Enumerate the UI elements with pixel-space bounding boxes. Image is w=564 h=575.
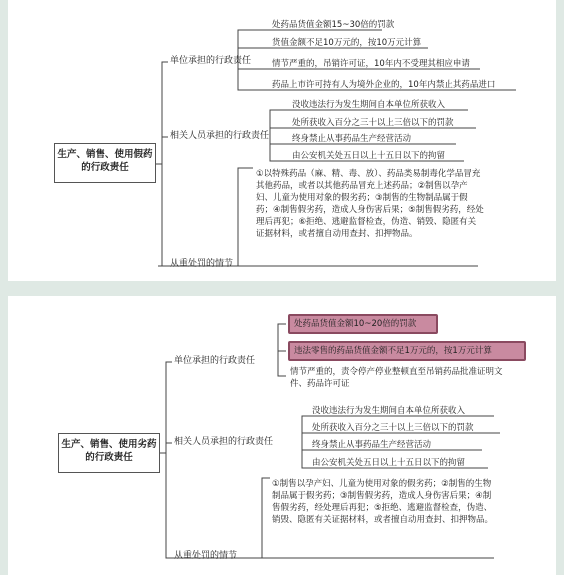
leaf-aggravating-list: ①以特殊药品（麻、精、毒、放）、药品类易制毒化学品冒充其他药品，或者以其他药品冒充上述药品；②制售以孕产妇、儿童为使用对象的假劣药；③制售的生物制品属于假药；④制售假劣药，造成人身伤害后果；⑤制售假劣药，经处理后再犯；⑥拒绝、逃避监督检查，伪造、销毁、隐匿有关证据材料，或者擅自动用查封、扣押物品。 [256, 169, 484, 239]
leaf-import-ban: 药品上市许可持有人为境外企业的，10年内禁止其药品进口 [272, 80, 496, 90]
leaf-income-fine: 处所获收入百分之三十以上三倍以下的罚款 [292, 118, 454, 128]
branch-unit-liability: 单位承担的行政责任 [170, 56, 252, 66]
leaf-aggravating-list: ①制售以孕产妇、儿童为使用对象的假劣药；②制售的生物制品属于假劣药；③制售假劣药，造成人身伤害后果；④制售假劣药，经处理后再犯；⑤拒绝、逃避监督检查，伪造、销毁、隐匿有关证据材料，或者擅自动用查封、扣押物品。 [272, 479, 494, 525]
leaf-revoke-license: 情节严重的，吊销许可证，10年内不受理其相应申请 [272, 59, 470, 69]
root-node: 生产、销售、使用假药的行政责任 [54, 143, 156, 183]
leaf-confiscate-income: 没收违法行为发生期间自本单位所获收入 [292, 100, 446, 110]
leaf-income-fine: 处所获收入百分之三十以上三倍以下的罚款 [312, 423, 474, 433]
branch-aggravating-circumstances: 从重处罚的情节 [170, 259, 234, 269]
branch-unit-liability: 单位承担的行政责任 [174, 356, 256, 366]
root-node: 生产、销售、使用劣药的行政责任 [58, 433, 160, 473]
mindmap-panel-counterfeit [8, 0, 556, 281]
branch-personnel-liability: 相关人员承担的行政责任 [174, 437, 274, 447]
branch-aggravating-circumstances: 从重处罚的情节 [174, 551, 238, 561]
branch-personnel-liability: 相关人员承担的行政责任 [170, 131, 270, 141]
leaf-lifetime-ban: 终身禁止从事药品生产经营活动 [292, 134, 412, 144]
leaf-fine-amount-highlighted: 处药品货值金额10~20倍的罚款 [288, 314, 438, 334]
leaf-detention: 由公安机关处五日以上十五日以下的拘留 [312, 458, 466, 468]
mindmap-panel-substandard [8, 296, 556, 575]
leaf-minimum-value: 货值金额不足10万元的，按10万元计算 [272, 38, 422, 48]
leaf-confiscate-income: 没收违法行为发生期间自本单位所获收入 [312, 406, 466, 416]
leaf-detention: 由公安机关处五日以上十五日以下的拘留 [292, 151, 446, 161]
leaf-fine-amount: 处药品货值金额15~30倍的罚款 [272, 20, 395, 30]
leaf-lifetime-ban: 终身禁止从事药品生产经营活动 [312, 440, 432, 450]
leaf-retail-minimum-highlighted: 违法零售的药品货值金额不足1万元的，按1万元计算 [288, 341, 526, 361]
leaf-suspend-revoke: 情节严重的，责令停产停业整顿直至吊销药品批准证明文件、药品许可证 [290, 367, 503, 389]
